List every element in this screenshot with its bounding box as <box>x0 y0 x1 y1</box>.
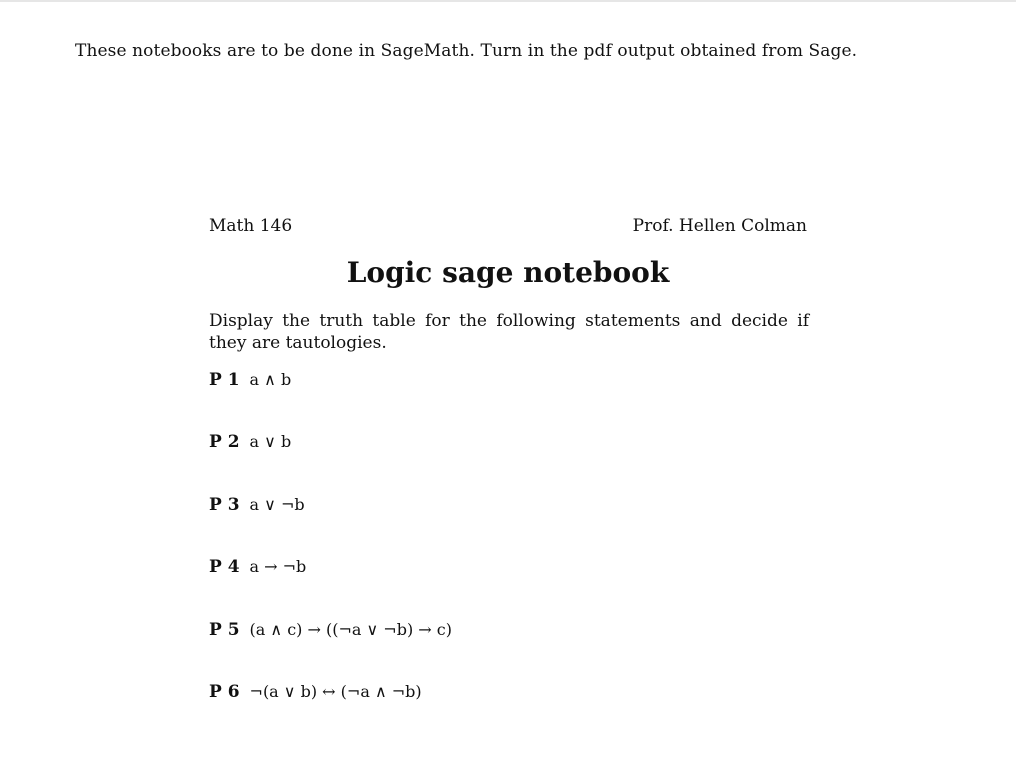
problem-expression: ¬(a ∨ b) ↔ (¬a ∧ ¬b) <box>249 682 422 701</box>
problem-expression: a → ¬b <box>249 557 307 576</box>
problem-label: P 2 <box>209 432 240 452</box>
problem-label: P 6 <box>209 682 240 702</box>
intro-text: These notebooks are to be done in SageMath. Turn in the pdf output obtained from Sage. <box>75 41 858 61</box>
problem-expression: a ∨ ¬b <box>249 495 305 514</box>
problem-expression: a ∨ b <box>249 432 292 451</box>
problem-5 <box>209 620 452 640</box>
problem-6 <box>209 682 422 702</box>
problem-3 <box>209 495 305 515</box>
problem-1 <box>209 370 291 390</box>
document-title: Logic sage notebook <box>346 256 670 289</box>
problem-2 <box>209 432 291 452</box>
problem-4 <box>209 557 306 577</box>
problem-label: P 5 <box>209 620 240 640</box>
page-top-border <box>0 0 1016 2</box>
problem-expression: a ∧ b <box>249 370 292 389</box>
problem-expression: (a ∧ c) → ((¬a ∨ ¬b) → c) <box>249 620 452 639</box>
problem-label: P 4 <box>209 557 240 577</box>
instructions-text: Display the truth table for the following statements and decide if they are tautologies. <box>209 311 809 353</box>
instructor-name: Prof. Hellen Colman <box>632 216 807 236</box>
course-name: Math 146 <box>209 216 293 236</box>
problem-label: P 1 <box>209 370 240 390</box>
problem-label: P 3 <box>209 495 240 515</box>
